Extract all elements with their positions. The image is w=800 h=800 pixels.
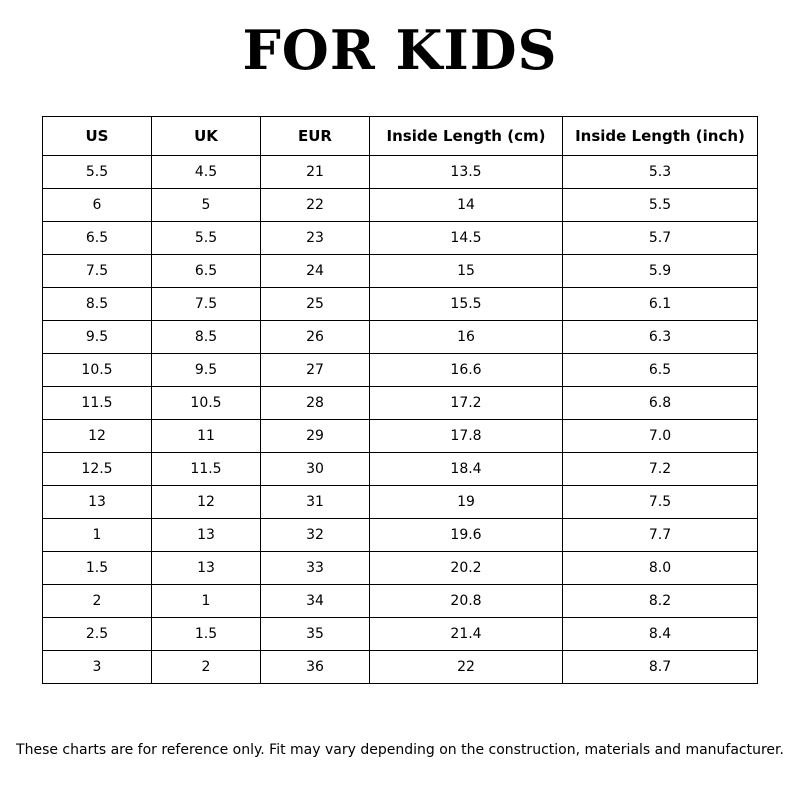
cell-us: 11.5 xyxy=(43,387,152,420)
cell-eur: 24 xyxy=(261,255,370,288)
cell-uk: 2 xyxy=(152,651,261,684)
cell-us: 8.5 xyxy=(43,288,152,321)
cell-uk: 9.5 xyxy=(152,354,261,387)
table-row xyxy=(43,288,758,321)
table-header-row xyxy=(43,117,758,156)
cell-us: 5.5 xyxy=(43,156,152,189)
cell-inside-length-inch: 8.2 xyxy=(563,585,758,618)
table-row xyxy=(43,651,758,684)
cell-eur: 34 xyxy=(261,585,370,618)
cell-inside-length-inch: 6.3 xyxy=(563,321,758,354)
header-inside-length-cm: Inside Length (cm) xyxy=(370,117,563,156)
cell-eur: 32 xyxy=(261,519,370,552)
cell-eur: 28 xyxy=(261,387,370,420)
page-title: FOR KIDS xyxy=(242,18,558,82)
cell-eur: 23 xyxy=(261,222,370,255)
cell-eur: 33 xyxy=(261,552,370,585)
header-uk: UK xyxy=(152,117,261,156)
cell-us: 1 xyxy=(43,519,152,552)
cell-inside-length-inch: 8.0 xyxy=(563,552,758,585)
cell-us: 2.5 xyxy=(43,618,152,651)
cell-inside-length-cm: 17.8 xyxy=(370,420,563,453)
header-inside-length-inch: Inside Length (inch) xyxy=(563,117,758,156)
cell-us: 1.5 xyxy=(43,552,152,585)
cell-us: 9.5 xyxy=(43,321,152,354)
cell-uk: 4.5 xyxy=(152,156,261,189)
disclaimer-note: These charts are for reference only. Fit may vary depending on the construction, materials and manufacturer. xyxy=(16,742,784,758)
cell-uk: 1 xyxy=(152,585,261,618)
cell-eur: 26 xyxy=(261,321,370,354)
cell-uk: 11 xyxy=(152,420,261,453)
table-row xyxy=(43,354,758,387)
cell-uk: 13 xyxy=(152,519,261,552)
cell-uk: 13 xyxy=(152,552,261,585)
cell-inside-length-cm: 22 xyxy=(370,651,563,684)
table-row xyxy=(43,585,758,618)
cell-inside-length-inch: 7.0 xyxy=(563,420,758,453)
table-row xyxy=(43,189,758,222)
cell-uk: 11.5 xyxy=(152,453,261,486)
cell-inside-length-cm: 19 xyxy=(370,486,563,519)
cell-inside-length-cm: 14.5 xyxy=(370,222,563,255)
cell-uk: 7.5 xyxy=(152,288,261,321)
table-row xyxy=(43,519,758,552)
cell-inside-length-inch: 6.1 xyxy=(563,288,758,321)
cell-inside-length-inch: 5.9 xyxy=(563,255,758,288)
table-row xyxy=(43,321,758,354)
table-row xyxy=(43,387,758,420)
cell-us: 3 xyxy=(43,651,152,684)
cell-us: 6.5 xyxy=(43,222,152,255)
cell-eur: 29 xyxy=(261,420,370,453)
cell-inside-length-cm: 18.4 xyxy=(370,453,563,486)
cell-uk: 10.5 xyxy=(152,387,261,420)
cell-eur: 25 xyxy=(261,288,370,321)
cell-inside-length-inch: 6.5 xyxy=(563,354,758,387)
cell-inside-length-cm: 21.4 xyxy=(370,618,563,651)
cell-inside-length-inch: 7.7 xyxy=(563,519,758,552)
cell-eur: 22 xyxy=(261,189,370,222)
cell-inside-length-cm: 15.5 xyxy=(370,288,563,321)
cell-us: 12 xyxy=(43,420,152,453)
cell-inside-length-cm: 17.2 xyxy=(370,387,563,420)
cell-inside-length-inch: 8.7 xyxy=(563,651,758,684)
cell-inside-length-inch: 5.3 xyxy=(563,156,758,189)
cell-uk: 8.5 xyxy=(152,321,261,354)
cell-us: 6 xyxy=(43,189,152,222)
cell-inside-length-inch: 8.4 xyxy=(563,618,758,651)
cell-inside-length-inch: 5.7 xyxy=(563,222,758,255)
cell-uk: 12 xyxy=(152,486,261,519)
cell-inside-length-inch: 6.8 xyxy=(563,387,758,420)
cell-uk: 5 xyxy=(152,189,261,222)
cell-eur: 35 xyxy=(261,618,370,651)
cell-us: 2 xyxy=(43,585,152,618)
cell-us: 12.5 xyxy=(43,453,152,486)
cell-us: 7.5 xyxy=(43,255,152,288)
header-eur: EUR xyxy=(261,117,370,156)
table-row xyxy=(43,552,758,585)
table-body xyxy=(43,156,758,684)
cell-eur: 31 xyxy=(261,486,370,519)
table-row xyxy=(43,618,758,651)
table-row xyxy=(43,420,758,453)
cell-uk: 1.5 xyxy=(152,618,261,651)
cell-inside-length-inch: 5.5 xyxy=(563,189,758,222)
size-chart-table xyxy=(42,116,758,684)
cell-inside-length-cm: 19.6 xyxy=(370,519,563,552)
table-row xyxy=(43,222,758,255)
cell-inside-length-cm: 14 xyxy=(370,189,563,222)
cell-uk: 5.5 xyxy=(152,222,261,255)
cell-eur: 36 xyxy=(261,651,370,684)
cell-inside-length-cm: 16 xyxy=(370,321,563,354)
cell-eur: 21 xyxy=(261,156,370,189)
cell-eur: 30 xyxy=(261,453,370,486)
header-us: US xyxy=(43,117,152,156)
table-row xyxy=(43,453,758,486)
cell-inside-length-inch: 7.5 xyxy=(563,486,758,519)
cell-us: 10.5 xyxy=(43,354,152,387)
cell-inside-length-cm: 20.8 xyxy=(370,585,563,618)
cell-us: 13 xyxy=(43,486,152,519)
cell-eur: 27 xyxy=(261,354,370,387)
table-row xyxy=(43,255,758,288)
table-row xyxy=(43,156,758,189)
cell-inside-length-cm: 13.5 xyxy=(370,156,563,189)
cell-inside-length-cm: 16.6 xyxy=(370,354,563,387)
cell-inside-length-cm: 15 xyxy=(370,255,563,288)
table-row xyxy=(43,486,758,519)
cell-uk: 6.5 xyxy=(152,255,261,288)
cell-inside-length-cm: 20.2 xyxy=(370,552,563,585)
cell-inside-length-inch: 7.2 xyxy=(563,453,758,486)
